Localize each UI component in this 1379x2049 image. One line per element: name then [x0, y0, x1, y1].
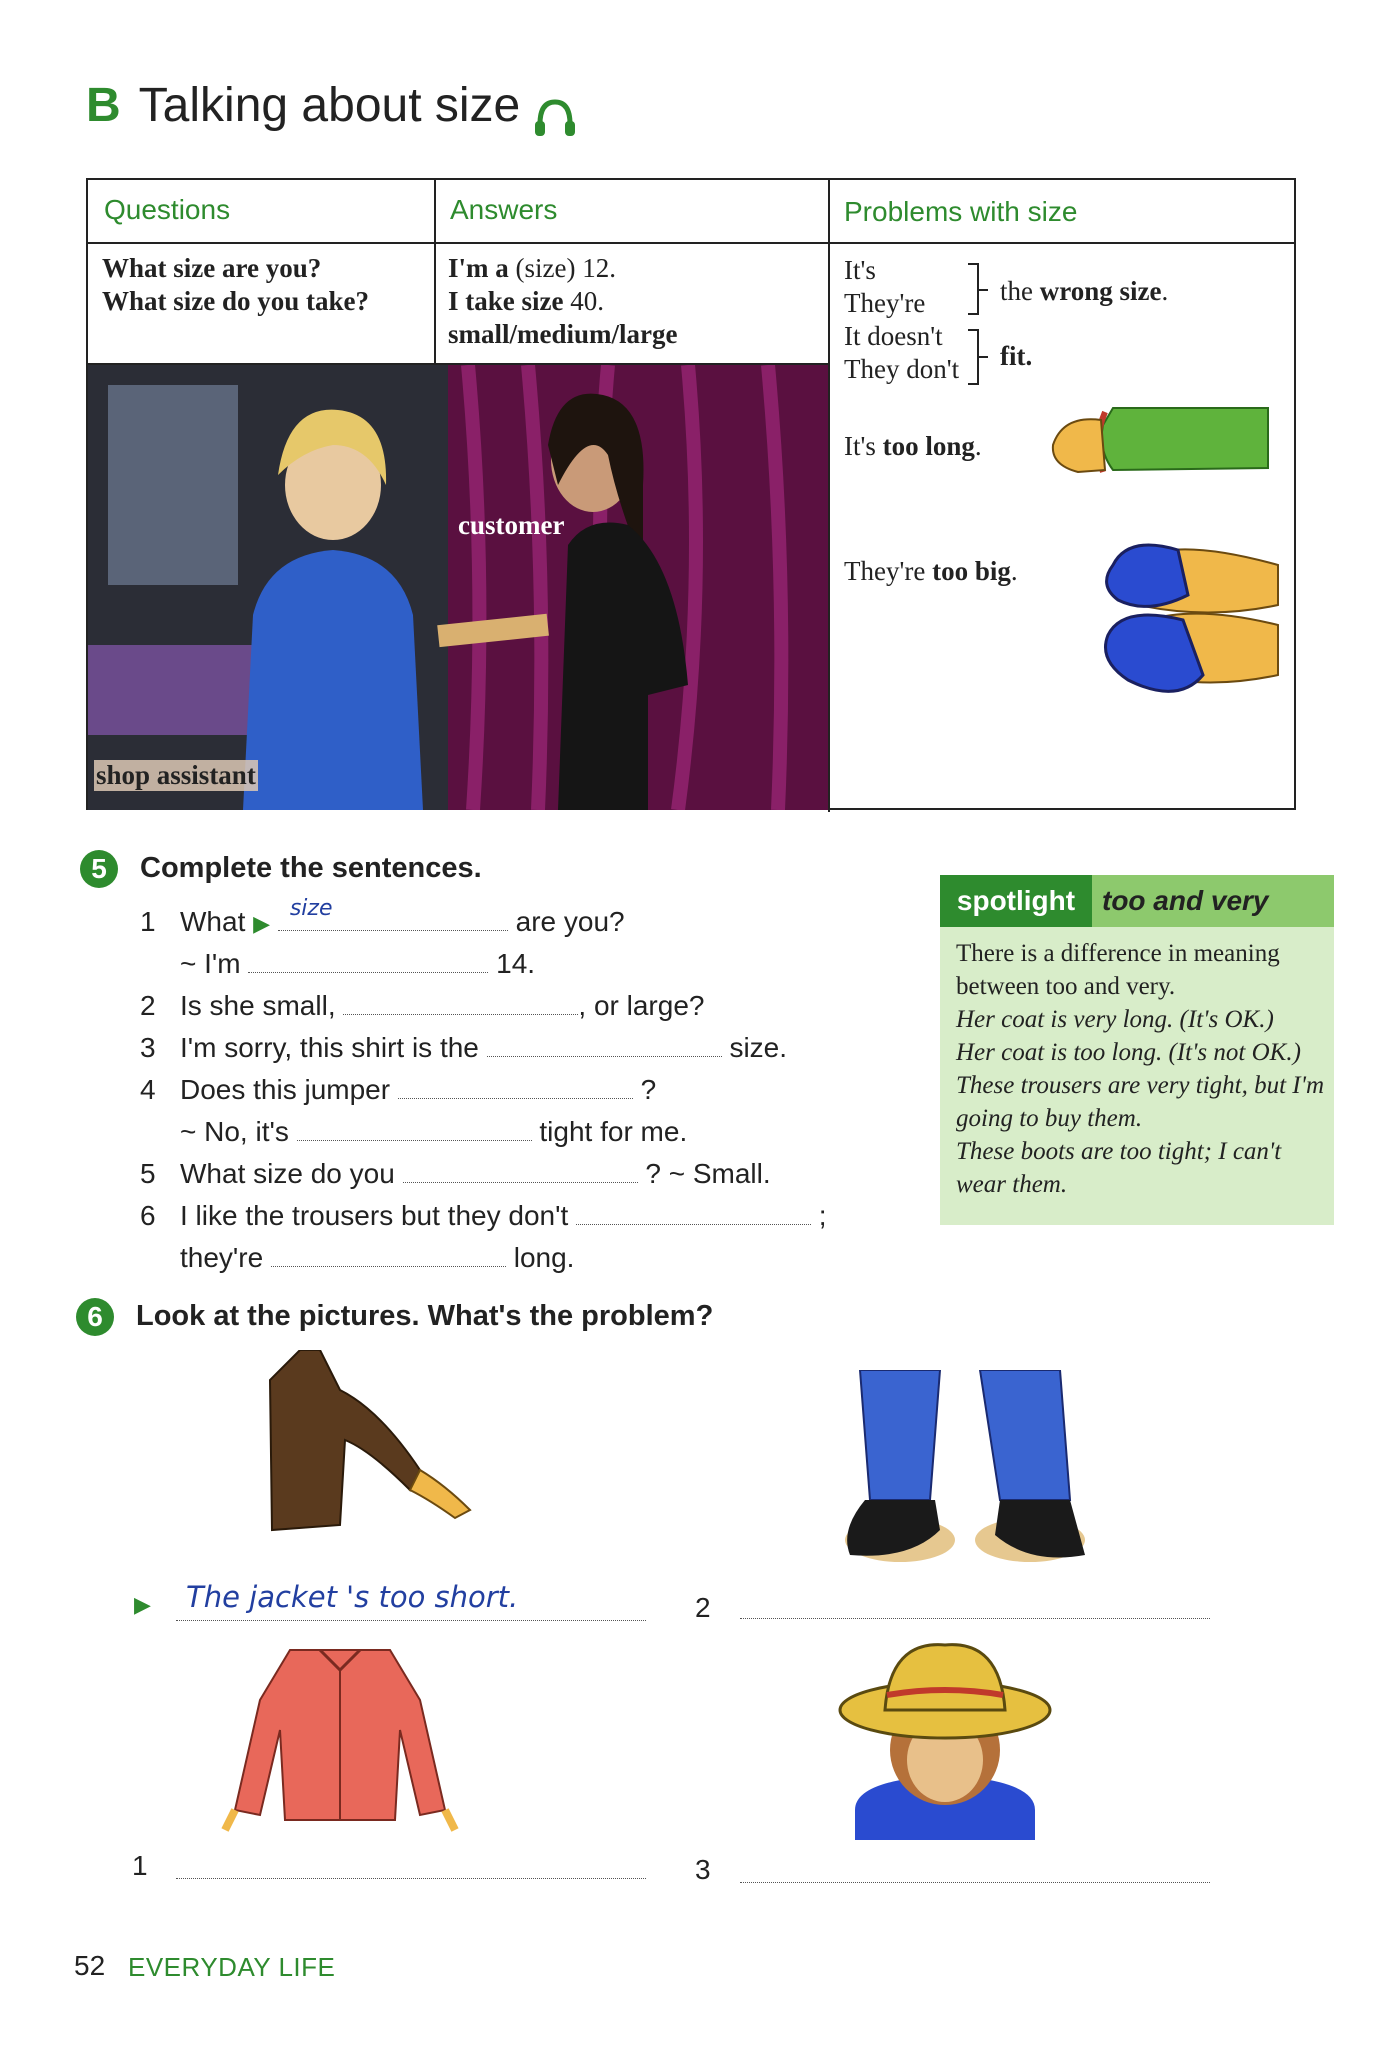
spotlight-intro: There is a difference in meaning between too and very.: [956, 940, 1280, 1000]
answer-blank-6c[interactable]: [271, 1242, 506, 1267]
answer-blank-3[interactable]: [487, 1032, 722, 1057]
example-arrow-icon-6: ▶: [134, 1592, 151, 1617]
item-number-2: 2: [140, 990, 156, 1021]
answer-3: small/medium/large: [448, 319, 678, 349]
questions-cell: [102, 252, 369, 318]
spotlight-header: [940, 875, 1334, 927]
assistant-label: shop assistant: [96, 760, 256, 790]
title-text: Talking about size: [138, 79, 521, 132]
item-number-6-1: 1: [132, 1850, 148, 1881]
answer-line-1[interactable]: [176, 1878, 646, 1879]
answer-2-bold: I take size: [448, 286, 564, 316]
item-number-4: 4: [140, 1074, 156, 1105]
long-trousers-illustration: [830, 1370, 1100, 1570]
wrong-size-text: the wrong size.: [1000, 276, 1169, 306]
example-arrow-icon: ▶: [253, 911, 271, 936]
sentence-1: [180, 896, 625, 938]
section-title: [86, 78, 520, 133]
question-2: What size do you take?: [102, 286, 370, 316]
sentence-3: [180, 1032, 787, 1064]
spotlight-tag: spotlight: [940, 875, 1092, 927]
subject-it-doesnt: It doesn't: [844, 321, 943, 351]
big-shoes-illustration: [1088, 525, 1288, 705]
sentence-4r-a: ~ No, it's: [180, 1116, 289, 1147]
exercise-5-badge: 5: [80, 850, 118, 888]
long-sleeve-illustration: [1043, 390, 1273, 490]
answer-line-2[interactable]: [740, 1618, 1210, 1619]
sentence-6c-a: they're: [180, 1242, 264, 1273]
answers-cell: [448, 252, 677, 351]
sentence-4-a: Does this jumper: [180, 1074, 391, 1105]
answer-blank-2[interactable]: [343, 990, 578, 1015]
customer-label: customer: [458, 510, 565, 540]
item-number-1: 1: [140, 906, 156, 937]
answer-1-rest: (size) 12.: [515, 253, 616, 283]
answer-2-rest: 40.: [570, 286, 604, 316]
too-big-bold: too big: [932, 556, 1011, 586]
sentence-6-b: ;: [818, 1200, 827, 1231]
sentence-2-b: , or large?: [578, 990, 705, 1021]
answer-line-3[interactable]: [740, 1882, 1210, 1883]
too-big-pre: They're: [844, 556, 926, 586]
spotlight-ex-4: These boots are too tight; I can't wear them.: [956, 1138, 1282, 1198]
shirt-illustration: [220, 1640, 460, 1840]
answer-blank-4r[interactable]: [297, 1116, 532, 1141]
photo-scene: [88, 365, 828, 810]
page-number: 52: [74, 1950, 106, 1981]
sentence-4r-b: tight for me.: [539, 1116, 688, 1147]
sentence-3-a: I'm sorry, this shirt is the: [180, 1032, 479, 1063]
example-answer-6: The jacket 's too short.: [186, 1580, 519, 1614]
item-number-3: 3: [140, 1032, 156, 1063]
item-number-6-2: 2: [695, 1592, 711, 1623]
sentence-1-a: What: [180, 906, 246, 937]
header-questions: Questions: [104, 194, 231, 225]
fit-text: fit.: [1000, 341, 1033, 371]
answer-line-example[interactable]: [176, 1578, 646, 1621]
sentence-1-b: are you?: [515, 906, 625, 937]
exercise-6-title: Look at the pictures. What's the problem?: [136, 1300, 714, 1332]
item-number-6: 6: [140, 1200, 156, 1231]
section-letter: B: [86, 79, 121, 132]
sentence-1r-b: 14.: [496, 948, 536, 979]
sentence-6-a: I like the trousers but they don't: [180, 1200, 569, 1231]
item-number-6-3: 3: [695, 1854, 711, 1885]
spotlight-ex-3: These trousers are very tight, but I'm going to buy them.: [956, 1072, 1325, 1132]
big-hat-illustration: [835, 1640, 1055, 1840]
header-answers: Answers: [450, 194, 558, 225]
too-long-pre: It's: [844, 431, 876, 461]
sentence-4: [180, 1074, 656, 1106]
size-table: [86, 178, 1296, 810]
section-footer: EVERYDAY LIFE: [128, 1952, 336, 1982]
answer-blank-1[interactable]: [278, 896, 508, 931]
answer-blank-1r[interactable]: [248, 948, 488, 973]
spotlight-topic: too and very: [1102, 885, 1269, 916]
exercise-5-title: Complete the sentences.: [140, 852, 482, 884]
sentence-5-a: What size do you: [180, 1158, 395, 1189]
answer-blank-5[interactable]: [403, 1158, 638, 1183]
bracket-graphic: [966, 260, 992, 390]
spotlight-body: [956, 937, 1326, 1201]
wrong-size-bold: wrong size: [1039, 276, 1162, 306]
sentence-2-a: Is she small,: [180, 990, 336, 1021]
sentence-1r-a: ~ I'm: [180, 948, 241, 979]
wrong-size-pre: the: [1000, 276, 1033, 306]
item-number-5: 5: [140, 1158, 156, 1189]
exercise-6-badge: 6: [76, 1298, 114, 1336]
problem-subjects: [844, 254, 959, 386]
spotlight-ex-2: Her coat is too long. (It's not OK.): [956, 1039, 1301, 1066]
sentence-4-reply: [180, 1116, 687, 1148]
sentence-4-b: ?: [640, 1074, 657, 1105]
subject-its: It's: [844, 255, 876, 285]
sentence-6: [180, 1200, 827, 1232]
answer-blank-4[interactable]: [398, 1074, 633, 1099]
too-big-text: They're too big.: [844, 556, 1018, 586]
too-long-bold: too long: [882, 431, 975, 461]
sentence-6c-b: long.: [513, 1242, 575, 1273]
too-long-text: It's too long.: [844, 431, 982, 461]
sentence-3-b: size.: [729, 1032, 788, 1063]
sentence-5-b: ? ~ Small.: [645, 1158, 771, 1189]
subject-they-dont: They don't: [844, 354, 960, 384]
sentence-1-reply: [180, 948, 535, 980]
spotlight-ex-1: Her coat is very long. (It's OK.): [956, 1006, 1274, 1033]
question-1: What size are you?: [102, 253, 322, 283]
subject-theyre: They're: [844, 288, 926, 318]
sentence-6-cont: [180, 1242, 574, 1274]
spotlight-box: [940, 875, 1334, 1225]
answer-1-bold: I'm a: [448, 253, 509, 283]
sentence-5: [180, 1158, 771, 1190]
short-jacket-illustration: [260, 1350, 480, 1540]
shop-photo: [88, 365, 828, 810]
headphones-icon[interactable]: [532, 94, 578, 140]
header-problems: Problems with size: [844, 196, 1078, 227]
sentence-2: [180, 990, 704, 1022]
answer-blank-6[interactable]: [576, 1200, 811, 1225]
example-answer: size: [289, 896, 333, 921]
